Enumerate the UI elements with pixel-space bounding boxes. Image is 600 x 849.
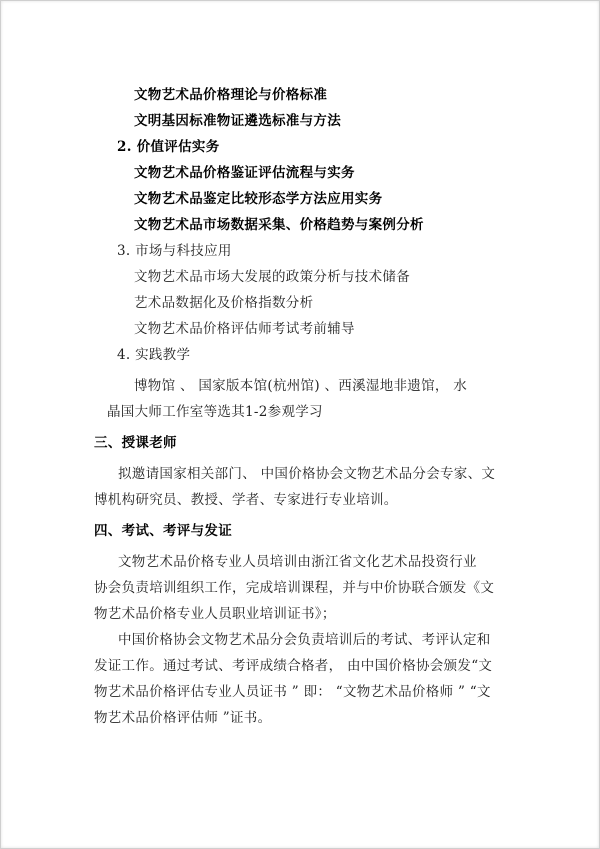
subheading-valuation-practice: 2. 价值评估实务 [117, 139, 220, 155]
exam-paragraph2-line-4: 物艺术品价格评估师 ”证书。 [94, 710, 272, 726]
exam-paragraph1-line-3: 物艺术品价格专业人员职业培训证书》； [94, 606, 336, 622]
exam-paragraph1-line-1: 文物艺术品价格专业人员培训由浙江省文化艺术品投资行业 [118, 554, 477, 570]
exam-paragraph2-line-1: 中国价格协会文物艺术品分会负责培训后的考试、考评认定和 [118, 632, 491, 648]
section-title-instructors: 三、授课老师 [94, 435, 177, 451]
course-item-appraisal-process: 文物艺术品价格鉴证评估流程与实务 [134, 165, 355, 181]
instructors-paragraph-line-1: 拟邀请国家相关部门、 中国价格协会文物艺术品分会专家、文 [118, 466, 496, 482]
exam-paragraph2-line-2: 发证工作。通过考试、考评成绩合格者， 由中国价格协会颁发“文 [94, 658, 493, 674]
course-item-price-theory: 文物艺术品价格理论与价格标准 [134, 87, 328, 103]
subheading-practice: 4. 实践教学 [117, 347, 191, 363]
course-item-price-index: 艺术品数据化及价格指数分析 [134, 295, 314, 311]
course-item-policy-analysis: 文物艺术品市场大发展的政策分析与技术储备 [134, 269, 410, 285]
course-item-exam-prep: 文物艺术品价格评估师考试考前辅导 [134, 321, 355, 337]
course-item-market-data: 文物艺术品市场数据采集、价格趋势与案例分析 [134, 217, 424, 233]
instructors-paragraph-line-2: 博机构研究员、教授、学者、专家进行专业培训。 [94, 492, 398, 508]
course-item-morphology-method: 文物艺术品鉴定比较形态学方法应用实务 [134, 191, 383, 207]
exam-paragraph1-line-2: 协会负责培训组织工作，完成培训课程，并与中价协联合颁发《文 [94, 580, 495, 596]
subheading-market-technology: 3. 市场与科技应用 [117, 243, 232, 259]
practice-paragraph-line-2: 晶国大师工作室等选其1-2参观学习 [107, 404, 323, 420]
exam-paragraph2-line-3: 物艺术品价格评估专业人员证书 ” 即： “文物艺术品价格师 ” “文 [94, 684, 491, 700]
practice-paragraph-line-1: 博物馆 、 国家版本馆(杭州馆) 、西溪湿地非遗馆， 水 [134, 378, 468, 394]
section-title-exam: 四、考试、考评与发证 [94, 523, 232, 539]
course-item-gene-standards: 文明基因标准物证遴选标准与方法 [134, 113, 341, 129]
